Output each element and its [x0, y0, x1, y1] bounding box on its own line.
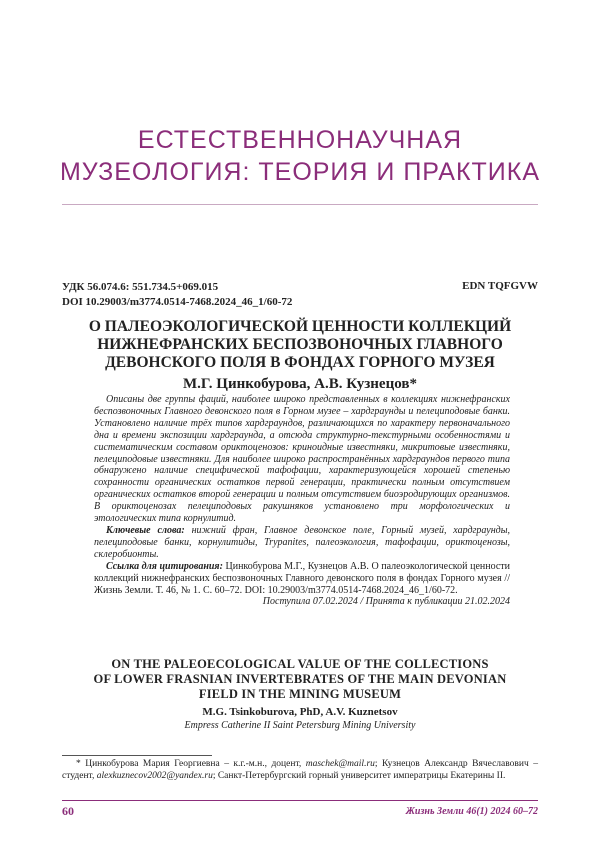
page-number: 60	[62, 804, 74, 818]
author-footnote	[62, 759, 538, 782]
author-email-1[interactable]: maschek@mail.ru	[305, 759, 375, 769]
article-title-ru	[62, 318, 538, 372]
article-title-en	[62, 657, 538, 702]
section-title-line2: МУЗЕОЛОГИЯ: ТЕОРИЯ И ПРАКТИКА	[59, 158, 541, 186]
footnote-part1: * Цинкобурова Мария Георгиевна – к.г.-м.н., доцент,	[76, 759, 306, 769]
doi: DOI 10.29003/m3774.0514-7468.2024_46_1/60-72	[62, 296, 293, 308]
authors-en: M.G. Tsinkoburova, PhD, A.V. Kuznetsov	[202, 706, 398, 718]
section-divider	[62, 204, 538, 205]
keywords-label: Ключевые слова:	[106, 524, 185, 536]
citation	[94, 561, 510, 597]
footnote-divider	[62, 755, 212, 756]
title-ru-line1: О ПАЛЕОЭКОЛОГИЧЕСКОЙ ЦЕННОСТИ КОЛЛЕКЦИЙ	[88, 318, 512, 335]
authors-ru: М.Г. Цинкобурова, А.В. Кузнецов*	[183, 376, 417, 392]
submission-dates: Поступила 07.02.2024 / Принята к публикации 21.02.2024	[262, 596, 510, 608]
title-en-line2: OF LOWER FRASNIAN INVERTEBRATES OF THE MAIN DEVONIAN	[93, 672, 507, 686]
title-en-line3: FIELD IN THE MINING MUSEUM	[198, 687, 402, 701]
section-title	[40, 124, 560, 188]
article-meta	[62, 280, 292, 310]
keywords	[94, 525, 510, 561]
title-ru-line3: ДЕВОНСКОГО ПОЛЯ В ФОНДАХ ГОРНОГО МУЗЕЯ	[105, 354, 495, 371]
affiliation-en: Empress Catherine II Saint Petersburg Mining University	[184, 720, 416, 731]
title-en-line1: ON THE PALEOECOLOGICAL VALUE OF THE COLLECTIONS	[111, 657, 489, 671]
citation-text: Цинкобурова М.Г., Кузнецов А.В. О палеоэкологической ценности коллекций нижнефранских беспозвоночных Главного девонского поля в фондах Горного музея // Жизнь Земли. Т. 46, № 1. С. 60–72. DOI: 10.29003/m3774.0514-7468.2024_46_1/60-72.	[94, 560, 510, 596]
section-title-line1: ЕСТЕСТВЕННОНАУЧНАЯ	[137, 126, 463, 154]
edn-code: EDN TQFGVW	[462, 280, 538, 292]
footer-divider	[62, 800, 538, 801]
journal-citation: Жизнь Земли 46(1) 2024 60–72	[405, 806, 538, 817]
footnote-part2: ; Кузнецов Александр Вячеславович – студент,	[62, 759, 538, 781]
title-ru-line2: НИЖНЕФРАНСКИХ БЕСПОЗВОНОЧНЫХ ГЛАВНОГО	[97, 336, 503, 353]
udc-code: УДК 56.074.6: 551.734.5+069.015	[62, 281, 219, 293]
keywords-text: нижний фран, Главное девонское поле, Горный музей, хардграунды, пелециподовые банки, корнулитиды, Trypanites, палеоэкология, тафофации, ориктоценозы, склеробионты.	[94, 524, 511, 560]
abstract-block	[94, 394, 510, 608]
abstract-text: Описаны две группы фаций, наиболее широко представленных в коллекциях нижнефранских беспозвоночных Главного девонского поля в Горном музее – хардграунды и пелециподовые банки. Установлено наличие трёх типов хардграундов, различающихся по характеру первоначального дна и времени экспозиции хардграунда, а отсюда структурно-текстурными особенностями и систематическим составом ориктоценозов: криноидные известняки, микритовые известняки, пелециподовые известняки. Для наиболее широко распространённых хардграундов первого типа обнаружено наличие специфической тафофации, характеризующейся хорошей степенью сохранности органических остатков первой генерации, практически полным отсутствием органических остатков второй генерации и полным отсутствием биоэродирующих организмов. В ориктоценозах пелециподовых ракушняков установлено три морфологических и этологических типа корнулитид.	[94, 394, 510, 525]
citation-label: Ссылка для цитирования:	[106, 560, 223, 572]
footnote-part3: ; Санкт-Петербургский горный университет императрицы Екатерины II.	[212, 770, 506, 781]
author-email-2[interactable]: alexkuznecov2002@yandex.ru	[96, 770, 213, 781]
